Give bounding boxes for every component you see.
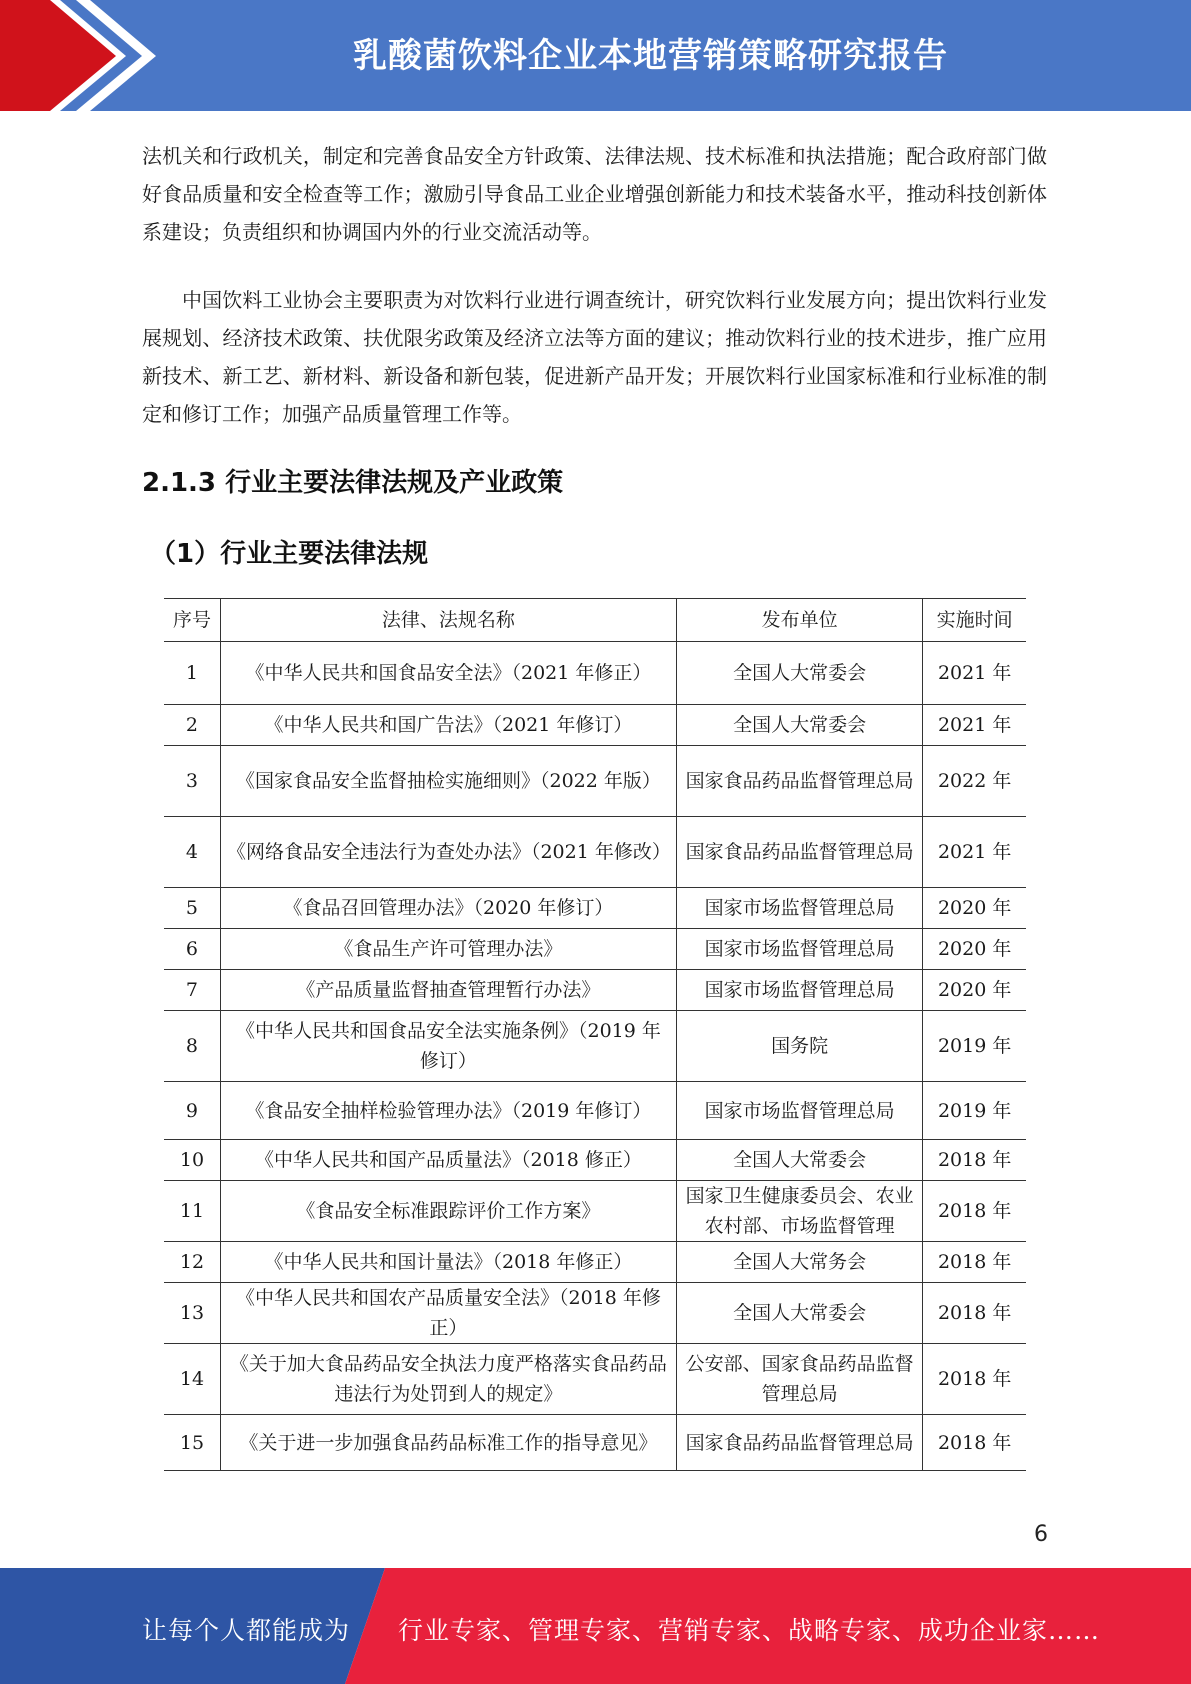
cell-date: 2021 年 xyxy=(923,705,1026,746)
cell-org: 全国人大常委会 xyxy=(676,642,922,705)
cell-date: 2018 年 xyxy=(923,1344,1026,1415)
cell-org: 国家卫生健康委员会、农业农村部、市场监督管理 xyxy=(676,1181,922,1242)
cell-org: 国家食品药品监督管理总局 xyxy=(676,1415,922,1471)
cell-org: 国家市场监督管理总局 xyxy=(676,888,922,929)
cell-date: 2020 年 xyxy=(923,888,1026,929)
cell-no: 11 xyxy=(164,1181,220,1242)
cell-name: 《关于加大食品药品安全执法力度严格落实食品药品违法行为处罚到人的规定》 xyxy=(220,1344,676,1415)
table-row xyxy=(164,705,1026,746)
cell-no: 4 xyxy=(164,817,220,888)
cell-date: 2018 年 xyxy=(923,1242,1026,1283)
cell-date: 2018 年 xyxy=(923,1283,1026,1344)
report-title: 乳酸菌饮料企业本地营销策略研究报告 xyxy=(353,36,948,76)
cell-date: 2018 年 xyxy=(923,1181,1026,1242)
cell-org: 全国人大常委会 xyxy=(676,1140,922,1181)
cell-name: 《关于进一步加强食品药品标准工作的指导意见》 xyxy=(220,1415,676,1471)
table-row xyxy=(164,888,1026,929)
cell-date: 2019 年 xyxy=(923,1011,1026,1082)
cell-no: 12 xyxy=(164,1242,220,1283)
cell-name: 《网络食品安全违法行为查处办法》（2021 年修改） xyxy=(220,817,676,888)
cell-name: 《中华人民共和国计量法》（2018 年修正） xyxy=(220,1242,676,1283)
table-row xyxy=(164,1283,1026,1344)
page-header xyxy=(0,0,1191,111)
table-row xyxy=(164,642,1026,705)
table-row xyxy=(164,1415,1026,1471)
table-row xyxy=(164,1181,1026,1242)
footer-slogan-right: 行业专家、管理专家、营销专家、战略专家、成功企业家…… xyxy=(398,1616,1101,1645)
table-row xyxy=(164,1011,1026,1082)
cell-org: 国家食品药品监督管理总局 xyxy=(676,817,922,888)
cell-org: 国务院 xyxy=(676,1011,922,1082)
cell-date: 2019 年 xyxy=(923,1082,1026,1140)
footer-slogan-left: 让每个人都能成为 xyxy=(142,1616,351,1645)
cell-date: 2020 年 xyxy=(923,970,1026,1011)
cell-no: 9 xyxy=(164,1082,220,1140)
cell-org: 国家市场监督管理总局 xyxy=(676,929,922,970)
table-row xyxy=(164,929,1026,970)
table-row xyxy=(164,1140,1026,1181)
cell-org: 国家食品药品监督管理总局 xyxy=(676,746,922,817)
table-row xyxy=(164,970,1026,1011)
cell-org: 国家市场监督管理总局 xyxy=(676,970,922,1011)
cell-no: 7 xyxy=(164,970,220,1011)
cell-no: 15 xyxy=(164,1415,220,1471)
cell-org: 公安部、国家食品药品监督管理总局 xyxy=(676,1344,922,1415)
table-row xyxy=(164,1344,1026,1415)
cell-name: 《中华人民共和国农产品质量安全法》（2018 年修正） xyxy=(220,1283,676,1344)
cell-org: 全国人大常务会 xyxy=(676,1242,922,1283)
section-heading: 2.1.3 行业主要法律法规及产业政策 xyxy=(142,468,564,498)
cell-org: 国家市场监督管理总局 xyxy=(676,1082,922,1140)
cell-name: 《中华人民共和国食品安全法实施条例》（2019 年修订） xyxy=(220,1011,676,1082)
cell-name: 《中华人民共和国产品质量法》（2018 修正） xyxy=(220,1140,676,1181)
cell-no: 3 xyxy=(164,746,220,817)
cell-date: 2021 年 xyxy=(923,642,1026,705)
cell-date: 2021 年 xyxy=(923,817,1026,888)
header-date: 实施时间 xyxy=(923,599,1026,642)
cell-no: 2 xyxy=(164,705,220,746)
cell-no: 6 xyxy=(164,929,220,970)
cell-name: 《食品安全抽样检验管理办法》（2019 年修订） xyxy=(220,1082,676,1140)
table-header-row xyxy=(164,599,1026,642)
cell-no: 8 xyxy=(164,1011,220,1082)
page-footer xyxy=(0,1568,1191,1684)
cell-no: 14 xyxy=(164,1344,220,1415)
cell-name: 《食品生产许可管理办法》 xyxy=(220,929,676,970)
subsection-heading: （1）行业主要法律法规 xyxy=(150,539,429,569)
cell-name: 《食品召回管理办法》（2020 年修订） xyxy=(220,888,676,929)
cell-no: 13 xyxy=(164,1283,220,1344)
header-org: 发布单位 xyxy=(676,599,922,642)
cell-date: 2020 年 xyxy=(923,929,1026,970)
cell-org: 全国人大常委会 xyxy=(676,1283,922,1344)
cell-no: 10 xyxy=(164,1140,220,1181)
cell-name: 《产品质量监督抽查管理暂行办法》 xyxy=(220,970,676,1011)
cell-date: 2018 年 xyxy=(923,1415,1026,1471)
cell-no: 5 xyxy=(164,888,220,929)
cell-date: 2022 年 xyxy=(923,746,1026,817)
cell-name: 《中华人民共和国食品安全法》（2021 年修正） xyxy=(220,642,676,705)
table-row xyxy=(164,1242,1026,1283)
header-no: 序号 xyxy=(164,599,220,642)
cell-name: 《国家食品安全监督抽检实施细则》（2022 年版） xyxy=(220,746,676,817)
cell-name: 《中华人民共和国广告法》（2021 年修订） xyxy=(220,705,676,746)
page-number: 6 xyxy=(1034,1522,1048,1547)
cell-name: 《食品安全标准跟踪评价工作方案》 xyxy=(220,1181,676,1242)
header-name: 法律、法规名称 xyxy=(220,599,676,642)
laws-table xyxy=(164,598,1026,1471)
paragraph-1: 法机关和行政机关，制定和完善食品安全方针政策、法律法规、技术标准和执法措施；配合政府部门做好食品质量和安全检查等工作；激励引导食品工业企业增强创新能力和技术装备水平，推动科技创新体系建设；负责组织和协调国内外的行业交流活动等。 xyxy=(142,144,1047,244)
cell-date: 2018 年 xyxy=(923,1140,1026,1181)
table-row xyxy=(164,746,1026,817)
table-row xyxy=(164,817,1026,888)
cell-org: 全国人大常委会 xyxy=(676,705,922,746)
table-row xyxy=(164,1082,1026,1140)
cell-no: 1 xyxy=(164,642,220,705)
paragraph-2: 中国饮料工业协会主要职责为对饮料行业进行调查统计，研究饮料行业发展方向；提出饮料行业发展规划、经济技术政策、扶优限劣政策及经济立法等方面的建议；推动饮料行业的技术进步，推广应用新技术、新工艺、新材料、新设备和新包装，促进新产品开发；开展饮料行业国家标准和行业标准的制定和修订工作；加强产品质量管理工作等。 xyxy=(142,288,1047,426)
